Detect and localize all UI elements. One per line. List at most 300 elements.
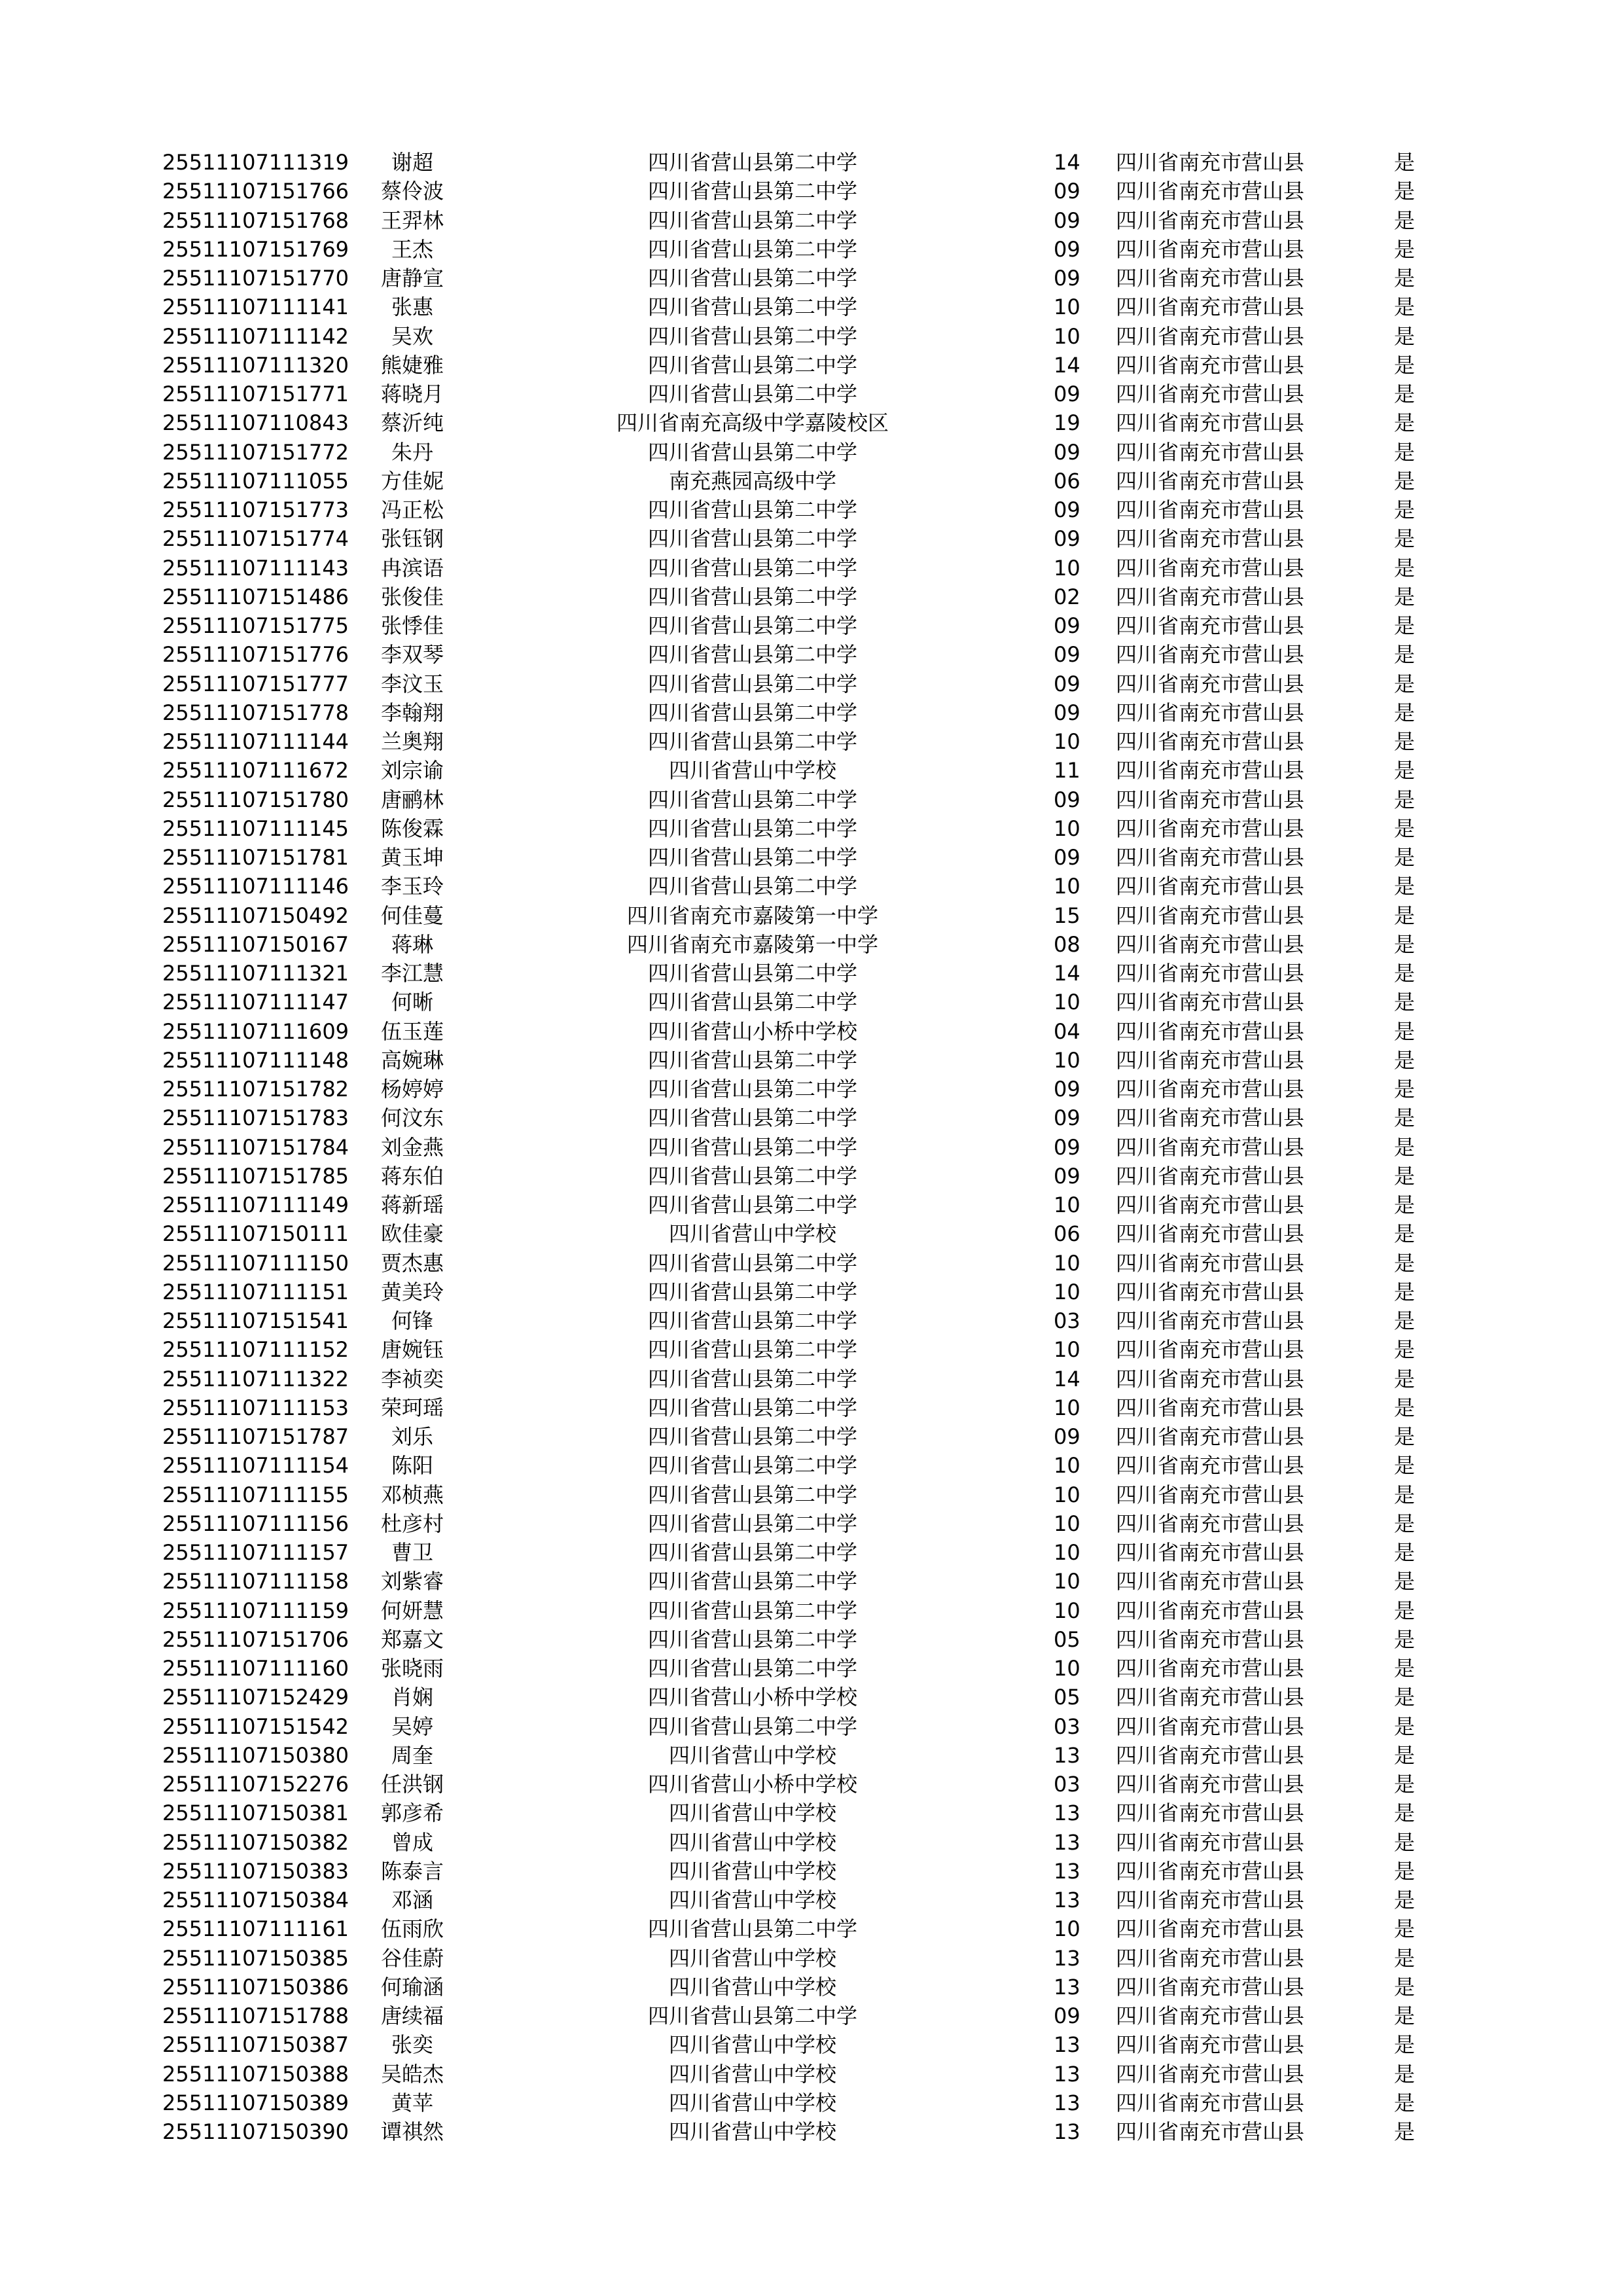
registration-id: 25511107111143 — [162, 555, 349, 581]
table-row — [0, 1335, 1623, 1364]
table-row — [0, 554, 1623, 583]
student-name: 蒋新瑶 — [380, 1193, 444, 1217]
registration-id: 25511107111322 — [162, 1366, 349, 1391]
eligibility-flag: 是 — [1394, 961, 1416, 986]
school-name: 四川省营山中学校 — [668, 2032, 836, 2058]
class-code: 09 — [1054, 2003, 1080, 2028]
school-name: 四川省营山县第二中学 — [647, 1163, 857, 1189]
region: 四川省南充市营山县 — [1116, 555, 1305, 581]
class-code: 14 — [1054, 150, 1080, 175]
class-code: 02 — [1054, 584, 1080, 609]
registration-id: 25511107150387 — [162, 2032, 349, 2058]
region: 四川省南充市营山县 — [1116, 1801, 1305, 1826]
table-row — [0, 670, 1623, 698]
eligibility-flag: 是 — [1394, 700, 1416, 725]
table-row — [0, 408, 1623, 437]
student-name: 李江慧 — [380, 961, 444, 986]
student-name: 李祯奕 — [380, 1366, 444, 1391]
class-code: 13 — [1054, 2119, 1080, 2144]
region: 四川省南充市营山县 — [1116, 1916, 1305, 1942]
region: 四川省南充市营山县 — [1116, 1337, 1305, 1363]
eligibility-flag: 是 — [1394, 1366, 1416, 1391]
class-code: 10 — [1054, 1337, 1080, 1363]
region: 四川省南充市营山县 — [1116, 1047, 1305, 1073]
student-name: 张悸佳 — [380, 613, 444, 638]
table-row — [0, 1249, 1623, 1278]
class-code: 09 — [1054, 236, 1080, 262]
table-row — [0, 1683, 1623, 1712]
class-code: 03 — [1054, 1713, 1080, 1739]
student-name: 王羿林 — [380, 207, 444, 233]
student-name: 李双琴 — [380, 642, 444, 668]
student-name: 伍玉莲 — [380, 1018, 444, 1044]
eligibility-flag: 是 — [1394, 1511, 1416, 1536]
registration-id: 25511107151778 — [162, 700, 349, 725]
school-name: 四川省营山县第二中学 — [647, 352, 857, 378]
eligibility-flag: 是 — [1394, 931, 1416, 957]
school-name: 四川省营山县第二中学 — [647, 236, 857, 262]
school-name: 四川省营山县第二中学 — [647, 439, 857, 465]
eligibility-flag: 是 — [1394, 526, 1416, 552]
school-name: 四川省营山县第二中学 — [647, 1077, 857, 1102]
student-name: 荣珂瑶 — [380, 1395, 444, 1420]
school-name: 四川省营山县第二中学 — [647, 1453, 857, 1479]
table-row — [0, 1393, 1623, 1422]
student-name: 郑嘉文 — [380, 1626, 444, 1652]
table-row — [0, 698, 1623, 727]
region: 四川省南充市营山县 — [1116, 1945, 1305, 1971]
student-name: 李翰翔 — [380, 700, 444, 725]
class-code: 10 — [1054, 1395, 1080, 1420]
class-code: 10 — [1054, 555, 1080, 581]
eligibility-flag: 是 — [1394, 236, 1416, 262]
class-code: 09 — [1054, 642, 1080, 668]
class-code: 13 — [1054, 1742, 1080, 1768]
student-name: 张奕 — [391, 2032, 433, 2058]
region: 四川省南充市营山县 — [1116, 439, 1305, 465]
school-name: 四川省营山县第二中学 — [647, 1626, 857, 1652]
class-code: 10 — [1054, 1569, 1080, 1594]
registration-id: 25511107111145 — [162, 816, 349, 841]
table-row — [0, 177, 1623, 206]
registration-id: 25511107150390 — [162, 2119, 349, 2144]
table-row — [0, 2030, 1623, 2059]
student-name: 刘金燕 — [380, 1134, 444, 1160]
school-name: 四川省营山县第二中学 — [647, 1308, 857, 1333]
school-name: 四川省营山县第二中学 — [647, 1656, 857, 1681]
region: 四川省南充市营山县 — [1116, 1685, 1305, 1710]
eligibility-flag: 是 — [1394, 1742, 1416, 1768]
region: 四川省南充市营山县 — [1116, 1105, 1305, 1131]
class-code: 06 — [1054, 468, 1080, 493]
eligibility-flag: 是 — [1394, 1163, 1416, 1189]
class-code: 09 — [1054, 179, 1080, 204]
region: 四川省南充市营山县 — [1116, 845, 1305, 870]
table-row — [0, 988, 1623, 1016]
class-code: 09 — [1054, 439, 1080, 465]
eligibility-flag: 是 — [1394, 266, 1416, 291]
eligibility-flag: 是 — [1394, 150, 1416, 175]
class-code: 10 — [1054, 1598, 1080, 1623]
class-code: 13 — [1054, 1801, 1080, 1826]
class-code: 10 — [1054, 874, 1080, 899]
class-code: 10 — [1054, 1193, 1080, 1217]
table-row — [0, 1046, 1623, 1075]
region: 四川省南充市营山县 — [1116, 1511, 1305, 1536]
table-row — [0, 1567, 1623, 1596]
school-name: 四川省营山小桥中学校 — [647, 1772, 857, 1797]
region: 四川省南充市营山县 — [1116, 1713, 1305, 1739]
student-name: 张惠 — [391, 295, 433, 320]
student-name: 高婉琳 — [380, 1047, 444, 1073]
table-row — [0, 1306, 1623, 1335]
region: 四川省南充市营山县 — [1116, 758, 1305, 783]
student-name: 冉滨语 — [380, 555, 444, 581]
region: 四川省南充市营山县 — [1116, 150, 1305, 175]
school-name: 四川省营山县第二中学 — [647, 1916, 857, 1942]
student-name: 唐婉钰 — [380, 1337, 444, 1363]
table-row — [0, 872, 1623, 901]
student-name: 杜彦村 — [380, 1511, 444, 1536]
school-name: 四川省营山县第二中学 — [647, 1250, 857, 1276]
school-name: 四川省营山县第二中学 — [647, 323, 857, 349]
student-name: 周奎 — [391, 1742, 433, 1768]
student-name: 张晓雨 — [380, 1656, 444, 1681]
school-name: 四川省营山县第二中学 — [647, 584, 857, 609]
table-row — [0, 901, 1623, 930]
registration-id: 25511107111157 — [162, 1540, 349, 1565]
class-code: 13 — [1054, 2061, 1080, 2087]
class-code: 14 — [1054, 352, 1080, 378]
registration-id: 25511107150384 — [162, 1888, 349, 1912]
eligibility-flag: 是 — [1394, 1916, 1416, 1942]
school-name: 南充燕园高级中学 — [668, 468, 836, 493]
table-row — [0, 1422, 1623, 1451]
registration-id: 25511107111148 — [162, 1047, 349, 1073]
school-name: 四川省南充市嘉陵第一中学 — [626, 931, 878, 957]
class-code: 19 — [1054, 410, 1080, 436]
eligibility-flag: 是 — [1394, 1945, 1416, 1971]
registration-id: 25511107151770 — [162, 266, 349, 291]
table-row — [0, 1914, 1623, 1943]
table-row — [0, 1162, 1623, 1191]
school-name: 四川省营山县第二中学 — [647, 295, 857, 320]
region: 四川省南充市营山县 — [1116, 1974, 1305, 2000]
eligibility-flag: 是 — [1394, 1308, 1416, 1333]
region: 四川省南充市营山县 — [1116, 642, 1305, 668]
registration-id: 25511107151768 — [162, 207, 349, 233]
region: 四川省南充市营山县 — [1116, 468, 1305, 493]
class-code: 09 — [1054, 700, 1080, 725]
eligibility-flag: 是 — [1394, 816, 1416, 841]
school-name: 四川省营山县第二中学 — [647, 816, 857, 841]
registration-id: 25511107151784 — [162, 1134, 349, 1160]
eligibility-flag: 是 — [1394, 1221, 1416, 1247]
class-code: 13 — [1054, 1974, 1080, 2000]
class-code: 14 — [1054, 1366, 1080, 1391]
class-code: 10 — [1054, 1047, 1080, 1073]
class-code: 09 — [1054, 382, 1080, 406]
student-name: 伍雨欣 — [380, 1916, 444, 1942]
class-code: 10 — [1054, 1279, 1080, 1304]
school-name: 四川省营山县第二中学 — [647, 642, 857, 668]
school-name: 四川省营山县第二中学 — [647, 179, 857, 204]
school-name: 四川省营山中学校 — [668, 758, 836, 783]
eligibility-flag: 是 — [1394, 1888, 1416, 1912]
table-row — [0, 1278, 1623, 1306]
eligibility-flag: 是 — [1394, 1018, 1416, 1044]
eligibility-flag: 是 — [1394, 1193, 1416, 1217]
eligibility-flag: 是 — [1394, 1540, 1416, 1565]
registration-id: 25511107151774 — [162, 526, 349, 552]
class-code: 13 — [1054, 1888, 1080, 1912]
class-code: 09 — [1054, 1424, 1080, 1449]
eligibility-flag: 是 — [1394, 179, 1416, 204]
table-row — [0, 1857, 1623, 1886]
registration-id: 25511107151706 — [162, 1626, 349, 1652]
region: 四川省南充市营山县 — [1116, 179, 1305, 204]
eligibility-flag: 是 — [1394, 903, 1416, 928]
registration-id: 25511107150382 — [162, 1829, 349, 1855]
student-name: 曾成 — [391, 1829, 433, 1855]
eligibility-flag: 是 — [1394, 758, 1416, 783]
class-code: 13 — [1054, 2032, 1080, 2058]
table-row — [0, 785, 1623, 814]
registration-id: 25511107111142 — [162, 323, 349, 349]
school-name: 四川省营山县第二中学 — [647, 1482, 857, 1507]
school-name: 四川省南充市嘉陵第一中学 — [626, 903, 878, 928]
region: 四川省南充市营山县 — [1116, 2090, 1305, 2115]
registration-id: 25511107150167 — [162, 931, 349, 957]
eligibility-flag: 是 — [1394, 1077, 1416, 1102]
eligibility-flag: 是 — [1394, 439, 1416, 465]
table-row — [0, 611, 1623, 640]
region: 四川省南充市营山县 — [1116, 584, 1305, 609]
class-code: 10 — [1054, 1482, 1080, 1507]
table-row — [0, 756, 1623, 785]
region: 四川省南充市营山县 — [1116, 1077, 1305, 1102]
student-name: 何瑜涵 — [380, 1974, 444, 2000]
school-name: 四川省营山中学校 — [668, 1742, 836, 1768]
eligibility-flag: 是 — [1394, 207, 1416, 233]
class-code: 09 — [1054, 1077, 1080, 1102]
eligibility-flag: 是 — [1394, 323, 1416, 349]
student-name: 兰奥翔 — [380, 729, 444, 754]
registration-id: 25511107111055 — [162, 468, 349, 493]
eligibility-flag: 是 — [1394, 642, 1416, 668]
class-code: 10 — [1054, 323, 1080, 349]
student-name: 冯正松 — [380, 497, 444, 522]
student-name: 何妍慧 — [380, 1598, 444, 1623]
region: 四川省南充市营山县 — [1116, 1424, 1305, 1449]
student-name: 王杰 — [391, 236, 433, 262]
class-code: 10 — [1054, 816, 1080, 841]
class-code: 09 — [1054, 497, 1080, 522]
registration-id: 25511107151788 — [162, 2003, 349, 2028]
region: 四川省南充市营山县 — [1116, 1395, 1305, 1420]
table-row — [0, 1365, 1623, 1393]
class-code: 09 — [1054, 207, 1080, 233]
class-code: 05 — [1054, 1685, 1080, 1710]
eligibility-flag: 是 — [1394, 1598, 1416, 1623]
region: 四川省南充市营山县 — [1116, 2061, 1305, 2087]
class-code: 13 — [1054, 1829, 1080, 1855]
table-row — [0, 1538, 1623, 1567]
class-code: 09 — [1054, 266, 1080, 291]
school-name: 四川省营山县第二中学 — [647, 729, 857, 754]
table-row — [0, 2060, 1623, 2089]
registration-id: 25511107150383 — [162, 1858, 349, 1884]
registration-id: 25511107111155 — [162, 1482, 349, 1507]
eligibility-flag: 是 — [1394, 2003, 1416, 2028]
class-code: 10 — [1054, 1540, 1080, 1565]
school-name: 四川省营山县第二中学 — [647, 1366, 857, 1391]
table-row — [0, 1103, 1623, 1132]
student-name: 张钰钢 — [380, 526, 444, 552]
registration-id: 25511107111152 — [162, 1337, 349, 1363]
region: 四川省南充市营山县 — [1116, 1366, 1305, 1391]
registration-id: 25511107151769 — [162, 236, 349, 262]
school-name: 四川省营山县第二中学 — [647, 1395, 857, 1420]
region: 四川省南充市营山县 — [1116, 1829, 1305, 1855]
registration-id: 25511107152276 — [162, 1772, 349, 1797]
school-name: 四川省营山县第二中学 — [647, 1134, 857, 1160]
eligibility-flag: 是 — [1394, 1772, 1416, 1797]
school-name: 四川省营山县第二中学 — [647, 787, 857, 812]
registration-id: 25511107150388 — [162, 2061, 349, 2087]
registration-id: 25511107151780 — [162, 787, 349, 812]
school-name: 四川省营山县第二中学 — [647, 526, 857, 552]
table-row — [0, 1654, 1623, 1683]
registration-id: 25511107111609 — [162, 1018, 349, 1044]
registration-id: 25511107151776 — [162, 642, 349, 668]
eligibility-flag: 是 — [1394, 1395, 1416, 1420]
table-row — [0, 843, 1623, 872]
student-name: 唐鹂林 — [380, 787, 444, 812]
region: 四川省南充市营山县 — [1116, 295, 1305, 320]
school-name: 四川省营山小桥中学校 — [647, 1685, 857, 1710]
table-row — [0, 495, 1623, 524]
table-row — [0, 235, 1623, 264]
region: 四川省南充市营山县 — [1116, 323, 1305, 349]
registration-id: 25511107150380 — [162, 1742, 349, 1768]
student-name: 邓桢燕 — [380, 1482, 444, 1507]
student-name: 刘宗谕 — [380, 758, 444, 783]
school-name: 四川省营山县第二中学 — [647, 1337, 857, 1363]
eligibility-flag: 是 — [1394, 584, 1416, 609]
student-name: 陈阳 — [391, 1453, 433, 1479]
registration-id: 25511107150492 — [162, 903, 349, 928]
school-name: 四川省营山县第二中学 — [647, 845, 857, 870]
eligibility-flag: 是 — [1394, 990, 1416, 1015]
registration-id: 25511107111153 — [162, 1395, 349, 1420]
registration-id: 25511107111147 — [162, 990, 349, 1015]
region: 四川省南充市营山县 — [1116, 266, 1305, 291]
eligibility-flag: 是 — [1394, 1569, 1416, 1594]
registration-id: 25511107111321 — [162, 961, 349, 986]
region: 四川省南充市营山县 — [1116, 382, 1305, 406]
registration-id: 25511107150381 — [162, 1801, 349, 1826]
table-row — [0, 2089, 1623, 2117]
region: 四川省南充市营山县 — [1116, 1308, 1305, 1333]
registration-id: 25511107110843 — [162, 410, 349, 436]
table-row — [0, 727, 1623, 756]
eligibility-flag: 是 — [1394, 555, 1416, 581]
registration-id: 25511107151777 — [162, 671, 349, 696]
eligibility-flag: 是 — [1394, 1453, 1416, 1479]
registration-id: 25511107151772 — [162, 439, 349, 465]
class-code: 10 — [1054, 1916, 1080, 1942]
registration-id: 25511107111141 — [162, 295, 349, 320]
region: 四川省南充市营山县 — [1116, 1888, 1305, 1912]
region: 四川省南充市营山县 — [1116, 700, 1305, 725]
eligibility-flag: 是 — [1394, 1713, 1416, 1739]
class-code: 05 — [1054, 1626, 1080, 1652]
registration-id: 25511107151781 — [162, 845, 349, 870]
student-name: 何佳蔓 — [380, 903, 444, 928]
registration-id: 25511107111159 — [162, 1598, 349, 1623]
registration-id: 25511107111319 — [162, 150, 349, 175]
school-name: 四川省营山县第二中学 — [647, 1193, 857, 1217]
region: 四川省南充市营山县 — [1116, 207, 1305, 233]
eligibility-flag: 是 — [1394, 1250, 1416, 1276]
table-row — [0, 814, 1623, 843]
registration-id: 25511107111154 — [162, 1453, 349, 1479]
school-name: 四川省营山中学校 — [668, 1888, 836, 1912]
class-code: 09 — [1054, 1105, 1080, 1131]
table-row — [0, 2117, 1623, 2146]
class-code: 09 — [1054, 526, 1080, 552]
school-name: 四川省营山中学校 — [668, 1858, 836, 1884]
student-name: 蔡沂纯 — [380, 410, 444, 436]
student-name: 刘乐 — [391, 1424, 433, 1449]
table-row — [0, 351, 1623, 380]
table-row — [0, 930, 1623, 959]
school-name: 四川省营山县第二中学 — [647, 961, 857, 986]
table-row — [0, 640, 1623, 669]
school-name: 四川省营山县第二中学 — [647, 990, 857, 1015]
student-name: 杨婷婷 — [380, 1077, 444, 1102]
table-row — [0, 1712, 1623, 1741]
student-name: 蔡伶波 — [380, 179, 444, 204]
class-code: 10 — [1054, 729, 1080, 754]
table-row — [0, 1770, 1623, 1799]
table-row — [0, 1741, 1623, 1770]
eligibility-flag: 是 — [1394, 1685, 1416, 1710]
class-code: 10 — [1054, 1453, 1080, 1479]
school-name: 四川省营山县第二中学 — [647, 266, 857, 291]
student-name: 曹卫 — [391, 1540, 433, 1565]
region: 四川省南充市营山县 — [1116, 990, 1305, 1015]
school-name: 四川省营山县第二中学 — [647, 150, 857, 175]
eligibility-flag: 是 — [1394, 1829, 1416, 1855]
table-row — [0, 1828, 1623, 1857]
school-name: 四川省营山县第二中学 — [647, 1424, 857, 1449]
school-name: 四川省营山县第二中学 — [647, 1598, 857, 1623]
region: 四川省南充市营山县 — [1116, 671, 1305, 696]
school-name: 四川省营山中学校 — [668, 1945, 836, 1971]
region: 四川省南充市营山县 — [1116, 1279, 1305, 1304]
region: 四川省南充市营山县 — [1116, 961, 1305, 986]
student-name: 方佳妮 — [380, 468, 444, 493]
school-name: 四川省营山县第二中学 — [647, 1511, 857, 1536]
student-name: 黄玉坤 — [380, 845, 444, 870]
school-name: 四川省营山县第二中学 — [647, 497, 857, 522]
registration-id: 25511107111158 — [162, 1569, 349, 1594]
table-row — [0, 1509, 1623, 1538]
table-row — [0, 1219, 1623, 1248]
student-name: 郭彦希 — [380, 1801, 444, 1826]
